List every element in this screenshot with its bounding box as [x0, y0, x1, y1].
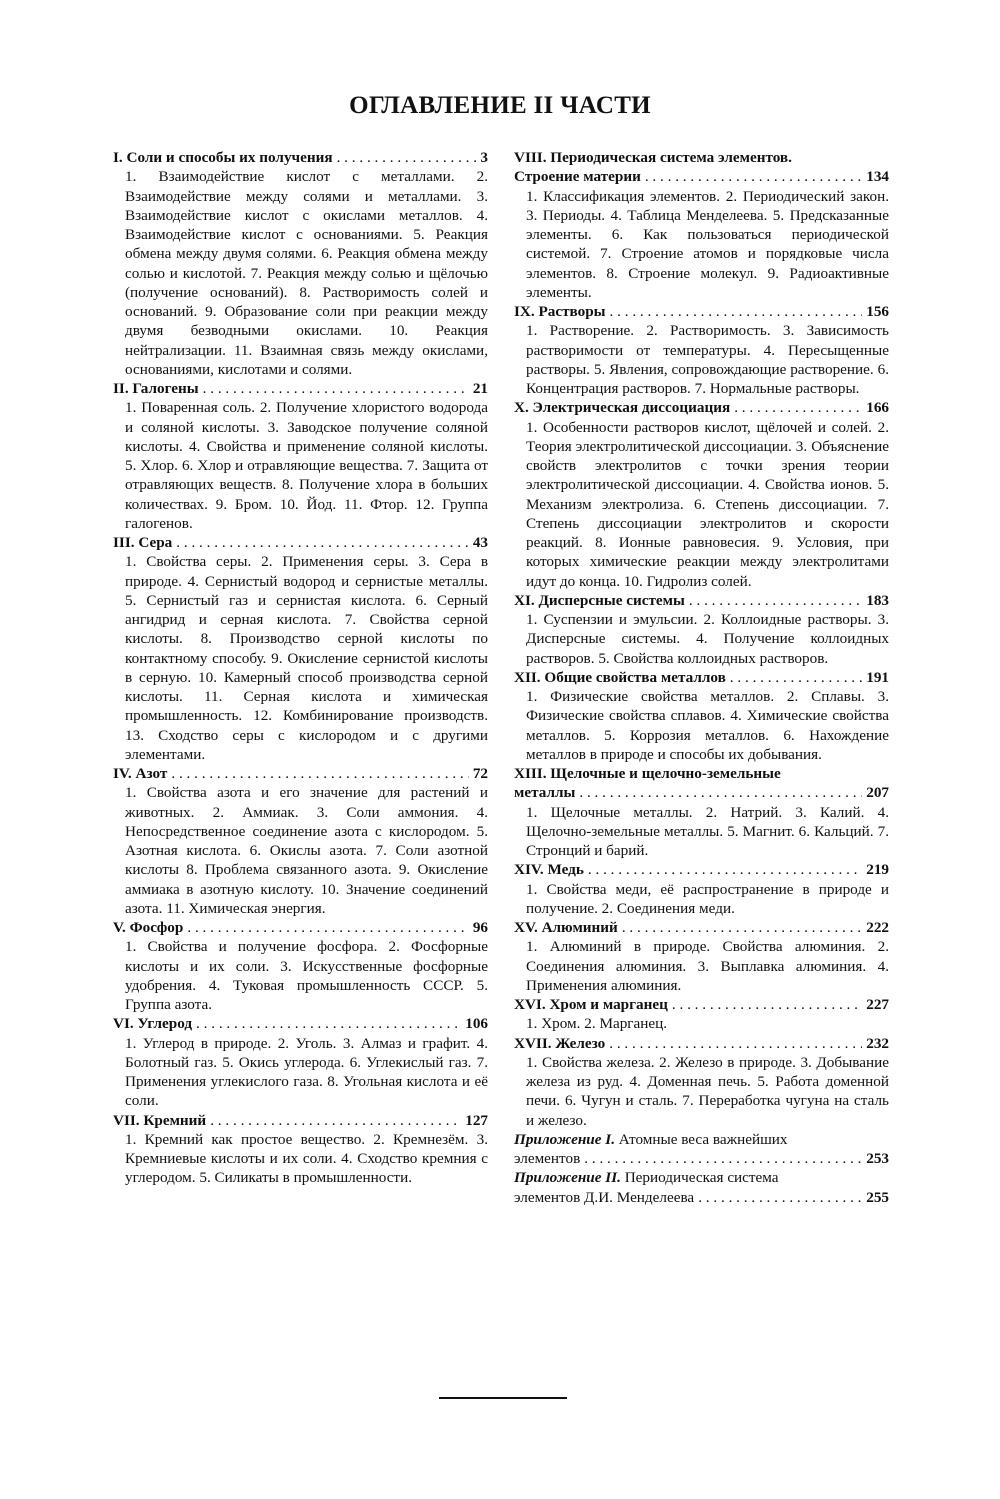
page-number: 166 [866, 399, 889, 417]
toc-entry [514, 918, 889, 995]
toc-entry [113, 1111, 488, 1188]
appendix-entry [514, 1168, 889, 1207]
appendix-label[interactable]: Приложение II. [514, 1169, 621, 1187]
toc-left-column [113, 148, 488, 1188]
page-number: 183 [866, 591, 889, 609]
chapter-sections: 1. Физические свойства металлов. 2. Сплавы. 3. Физические свойства сплавов. 4. Химические свойства металлов. 5. Коррозия металлов. 6. Нахождение металлов в природе и способы их добывания. [526, 688, 889, 763]
page-number: 3 [480, 149, 488, 166]
chapter-heading[interactable]: металлы [514, 784, 576, 802]
page-number: 253 [866, 1150, 889, 1167]
page-number: 191 [866, 668, 889, 686]
toc-entry [514, 1034, 889, 1130]
page-number: 106 [465, 1015, 488, 1033]
chapter-heading[interactable]: I. Соли и способы их получения [113, 149, 333, 166]
chapter-sections: 1. Щелочные металлы. 2. Натрий. 3. Калий. 4. Щелочно-земельные металлы. 5. Магнит. 6. Кальций. 7. Стронций и барий. [526, 803, 889, 859]
chapter-sections: 1. Свойства и получение фосфора. 2. Фосфорные кислоты и их соли. 3. Искусственные фосфорные удобрения. 4. Туковая промышленность СССР. 5. Группа азота. [125, 938, 488, 1013]
toc-entry [514, 860, 889, 918]
chapter-heading[interactable]: XV. Алюминий [514, 919, 618, 936]
chapter-heading[interactable]: V. Фосфор [113, 919, 184, 936]
chapter-sections: 1. Свойства меди, её распространение в природе и получение. 2. Соединения меди. [526, 880, 889, 917]
chapter-heading[interactable]: IV. Азот [113, 765, 168, 782]
toc-entry [113, 764, 488, 918]
toc-entry [514, 591, 889, 668]
page-number: 219 [866, 861, 889, 879]
toc-entry [113, 379, 488, 533]
chapter-heading[interactable]: XIV. Медь [514, 861, 584, 879]
appendix-title-cont: элементов Д.И. Менделеева [514, 1188, 695, 1206]
chapter-sections: 1. Кремний как простое вещество. 2. Кремнезём. 3. Кремниевые кислоты и их соли. 4. Сходство кремния с углеродом. 5. Силикаты в промышленности. [125, 1130, 488, 1187]
chapter-heading[interactable]: VI. Углерод [113, 1015, 193, 1033]
page-number: 255 [866, 1188, 889, 1206]
chapter-heading[interactable]: X. Электрическая диссоциация [514, 399, 731, 417]
page-number: 222 [866, 919, 889, 936]
toc-entry [113, 1014, 488, 1110]
chapter-heading[interactable]: XI. Дисперсные системы [514, 591, 685, 609]
chapter-sections: 1. Свойства серы. 2. Применения серы. 3. Сера в природе. 4. Сернистый водород и сернистые металлы. 5. Сернистый газ и сернистая кислота. 6. Серный ангидрид и серная кислота. 7. Свойства серной кислоты. 8. Производство серной кислоты по контактному способу. 9. Окисление сернистой кислоты в серную. 10. Камерный способ производства серной кислоты. 11. Серная кислота и химическая промышленность. 12. Комбинирование производств. 13. Сходство серы с кислородом и с другими элементами. [125, 553, 488, 763]
chapter-heading[interactable]: II. Галогены [113, 380, 199, 397]
chapter-sections: 1. Особенности растворов кислот, щёлочей и солей. 2. Теория электролитической диссоциации. 3. Объяснение свойств электролитов с точки зрения теории электролитической диссоциации. 4. Свойства ионов. 5. Механизм электролиза. 6. Степень диссоциации. 7. Степень диссоциации электролитов и скорости реакций. 8. Ионные равновесия. 9. Условия, при которых химические реакции между электролитами идут до конца. 10. Гидролиз солей. [526, 418, 889, 590]
appendix-title: Атомные веса важнейших [618, 1130, 788, 1148]
toc-entry [113, 148, 488, 379]
chapter-heading[interactable]: VII. Кремний [113, 1111, 207, 1129]
appendix-label[interactable]: Приложение I. [514, 1130, 615, 1148]
bottom-divider [439, 1397, 567, 1399]
page-number: 156 [866, 303, 889, 320]
chapter-heading[interactable]: XVII. Железо [514, 1034, 606, 1052]
chapter-heading[interactable]: XII. Общие свойства металлов [514, 668, 726, 686]
toc-entry [514, 398, 889, 591]
chapter-sections: 1. Поваренная соль. 2. Получение хлористого водорода и соляной кислоты. 3. Заводское получение соляной кислоты. 4. Свойства и применение соляной кислоты. 5. Хлор. 6. Хлор и отравляющие вещества. 7. Защита от отравляющих веществ. 8. Получение хлора в больших количествах. 9. Бром. 10. Йод. 11. Фтор. 12. Группа галогенов. [125, 399, 488, 532]
toc-entry [514, 995, 889, 1034]
page-number: 232 [866, 1034, 889, 1052]
page-number: 72 [472, 765, 488, 782]
page-number: 43 [472, 534, 488, 551]
page-title: ОГЛАВЛЕНИЕ II ЧАСТИ [349, 92, 651, 119]
chapter-sections: 1. Суспензии и эмульсии. 2. Коллоидные растворы. 3. Дисперсные системы. 4. Получение коллоидных растворов. 5. Свойства коллоидных растворов. [526, 611, 889, 667]
chapter-heading[interactable]: IX. Растворы [514, 303, 606, 320]
chapter-heading-line1[interactable]: VIII. Периодическая система элементов. [514, 149, 792, 166]
toc-entry [514, 148, 889, 302]
toc-entry [514, 302, 889, 398]
chapter-sections: 1. Свойства железа. 2. Железо в природе. 3. Добывание железа из руд. 4. Доменная печь. 5. Работа доменной печи. 6. Чугун и сталь. 7. Переработка чугуна на сталь и железо. [526, 1053, 889, 1129]
chapter-sections: 1. Углерод в природе. 2. Уголь. 3. Алмаз и графит. 4. Болотный газ. 5. Окись углерода. 6. Углекислый газ. 7. Применения углекислого газа. 8. Угольная кислота и её соли. [125, 1034, 488, 1110]
appendix-entry [514, 1130, 889, 1169]
chapter-heading[interactable]: Строение материи [514, 168, 641, 186]
chapter-sections: 1. Свойства азота и его значение для растений и животных. 2. Аммиак. 3. Соли аммония. 4. Непосредственное соединение азота с кислородом. 5. Азотная кислота. 6. Окислы азота. 7. Соли азотной кислоты 8. Проблема связанного азота. 9. Окисление аммиака в азотную кислоту. 10. Значение соединений азота. 11. Химическая энергия. [125, 784, 488, 917]
chapter-heading[interactable]: XVI. Хром и марганец [514, 996, 668, 1013]
toc-entry [514, 764, 889, 860]
appendix-title-cont: элементов [514, 1150, 581, 1167]
toc-entry [113, 918, 488, 1014]
toc-right-column [514, 148, 889, 1207]
page-number: 96 [472, 919, 488, 936]
page-number: 134 [866, 168, 889, 186]
page-number: 227 [866, 996, 889, 1013]
appendix-title: Периодическая система [624, 1169, 779, 1187]
page-number: 21 [472, 380, 488, 397]
toc-entry [514, 668, 889, 764]
chapter-sections: 1. Взаимодействие кислот с металлами. 2. Взаимодействие между солями и металлами. 3. Взаимодействие кислот с окислами металлов. 4. Взаимодействие кислот с основаниями. 5. Реакция обмена между двумя солями. 6. Реакция обмена между солью и кислотой. 7. Реакция между солью и щёлочью (получение оснований). 8. Растворимость солей и оснований. 9. Образование соли при реакции между двумя безводными окислами. 10. Реакция нейтрализации. 11. Взаимная связь между окислами, основаниями, кислотами и солями. [125, 168, 488, 378]
chapter-sections: 1. Хром. 2. Марганец. [526, 1015, 668, 1033]
chapter-sections: 1. Алюминий в природе. Свойства алюминия. 2. Соединения алюминия. 3. Выплавка алюминия. 4. Применения алюминия. [526, 938, 889, 994]
page-number: 127 [465, 1111, 488, 1129]
page-number: 207 [866, 784, 889, 802]
toc-entry [113, 533, 488, 764]
chapter-heading[interactable]: III. Сера [113, 534, 173, 551]
chapter-sections: 1. Классификация элементов. 2. Периодический закон. 3. Периоды. 4. Таблица Менделеева. 5. Предсказанные элементы. 6. Как пользоваться периодической системой. 7. Строение атомов и порядковые числа элементов. 8. Строение молекул. 9. Радиоактивные элементы. [526, 187, 889, 301]
chapter-heading-line1[interactable]: XIII. Щелочные и щелочно-земельные [514, 765, 781, 782]
chapter-sections: 1. Растворение. 2. Растворимость. 3. Зависимость растворимости от температуры. 4. Пересыщенные растворы. 5. Явления, сопровождающие растворение. 6. Концентрация растворов. 7. Нормальные растворы. [526, 322, 889, 397]
